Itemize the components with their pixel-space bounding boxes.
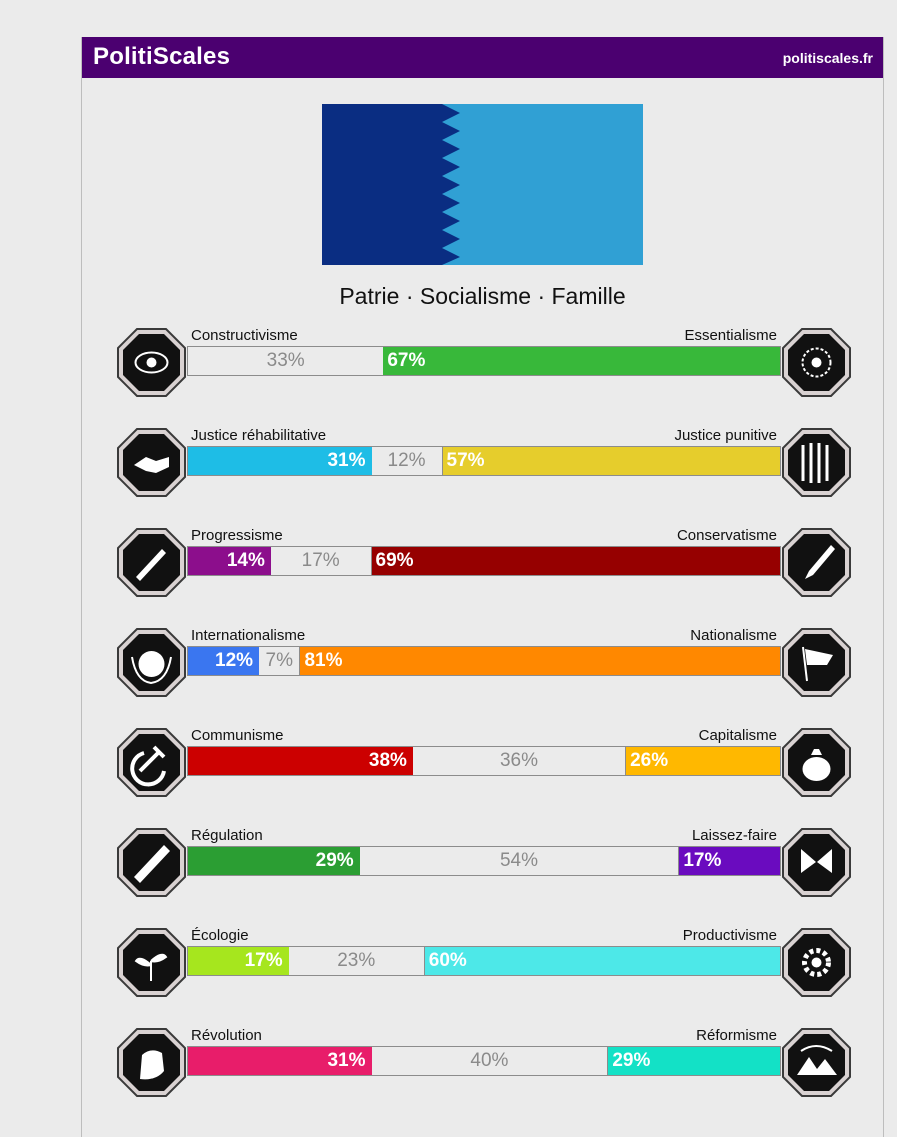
right-segment: 67% bbox=[383, 347, 780, 375]
right-segment: 17% bbox=[679, 847, 780, 875]
axis-row bbox=[116, 427, 852, 503]
left-segment: 31% bbox=[188, 447, 372, 475]
results-card bbox=[81, 37, 884, 1137]
neutral-segment: 23% bbox=[289, 947, 425, 975]
butterfly-icon bbox=[781, 827, 852, 898]
axis-right-label: Nationalisme bbox=[690, 627, 777, 644]
left-segment: 38% bbox=[188, 747, 413, 775]
left-segment: 14% bbox=[188, 547, 271, 575]
comet-icon bbox=[116, 527, 187, 598]
neutral-segment: 33% bbox=[266, 350, 305, 371]
axis-row bbox=[116, 627, 852, 703]
axis-bar bbox=[187, 546, 781, 576]
axis-left-label: Internationalisme bbox=[191, 627, 306, 644]
axis-right-label: Capitalisme bbox=[698, 727, 777, 744]
globe-icon bbox=[116, 627, 187, 698]
handshake-icon bbox=[116, 427, 187, 498]
axis-row bbox=[116, 927, 852, 1003]
hammer-sickle-icon bbox=[116, 727, 187, 798]
axis-bar bbox=[187, 846, 781, 876]
axis-right-label: Essentialisme bbox=[684, 327, 777, 344]
right-segment: 60% bbox=[425, 947, 780, 975]
axis-left-label: Justice réhabilitative bbox=[191, 427, 327, 444]
axis-row bbox=[116, 827, 852, 903]
flag-icon bbox=[781, 627, 852, 698]
left-segment: 29% bbox=[188, 847, 360, 875]
axis-right-label: Conservatisme bbox=[676, 527, 777, 544]
sprout-icon bbox=[116, 927, 187, 998]
flower-icon bbox=[781, 327, 852, 398]
slogan: Patrie · Socialisme · Famille bbox=[339, 283, 626, 309]
axis-row bbox=[116, 327, 852, 403]
brand-title: PolitiScales bbox=[93, 43, 231, 70]
site-link[interactable]: politiscales.fr bbox=[782, 50, 873, 66]
right-segment: 57% bbox=[443, 447, 780, 475]
neutral-segment: 7% bbox=[259, 647, 300, 675]
axis-left-label: Régulation bbox=[191, 827, 263, 844]
right-segment: 81% bbox=[300, 647, 780, 675]
right-segment: 69% bbox=[372, 547, 780, 575]
axis-right-label: Justice punitive bbox=[674, 427, 777, 444]
landscape-icon bbox=[781, 1027, 852, 1098]
neutral-segment: 36% bbox=[413, 747, 626, 775]
prison-bars-icon bbox=[781, 427, 852, 498]
axis-left-label: Progressisme bbox=[191, 527, 283, 544]
fist-icon bbox=[116, 1027, 187, 1098]
axis-left-label: Écologie bbox=[191, 927, 249, 944]
axis-right-label: Réformisme bbox=[696, 1027, 777, 1044]
axis-row bbox=[116, 727, 852, 803]
neutral-segment: 17% bbox=[271, 547, 372, 575]
axis-bar bbox=[187, 646, 781, 676]
axis-left-label: Constructivisme bbox=[191, 327, 298, 344]
flag-left-field bbox=[322, 104, 460, 265]
neutral-segment: 40% bbox=[372, 1047, 609, 1075]
right-segment: 29% bbox=[608, 1047, 780, 1075]
axis-row bbox=[116, 1027, 852, 1103]
header-bar bbox=[82, 37, 883, 78]
axis-bar bbox=[187, 946, 781, 976]
axis-left-label: Révolution bbox=[191, 1027, 262, 1044]
quill-icon bbox=[781, 527, 852, 598]
gear-icon bbox=[781, 927, 852, 998]
flag-image bbox=[322, 104, 643, 265]
axis-bar bbox=[187, 346, 781, 376]
eye-icon bbox=[116, 327, 187, 398]
axis-row bbox=[116, 527, 852, 603]
axis-bar bbox=[187, 746, 781, 776]
axis-bar bbox=[187, 1046, 781, 1076]
neutral-segment: 54% bbox=[360, 847, 680, 875]
left-segment: 31% bbox=[188, 1047, 372, 1075]
left-segment: 17% bbox=[188, 947, 289, 975]
axis-left-label: Communisme bbox=[191, 727, 284, 744]
axis-bar bbox=[187, 446, 781, 476]
money-bag-icon bbox=[781, 727, 852, 798]
neutral-segment: 12% bbox=[372, 447, 443, 475]
axis-right-label: Laissez-faire bbox=[691, 827, 777, 844]
ruler-icon bbox=[116, 827, 187, 898]
left-segment: 12% bbox=[188, 647, 259, 675]
axis-right-label: Productivisme bbox=[682, 927, 777, 944]
right-segment: 26% bbox=[626, 747, 780, 775]
